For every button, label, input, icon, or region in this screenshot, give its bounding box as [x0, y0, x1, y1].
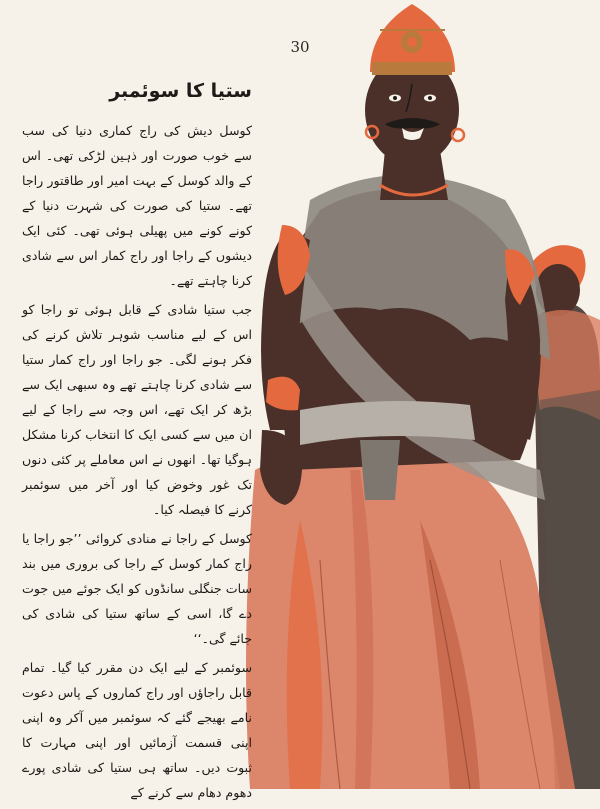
story-text	[22, 78, 252, 809]
paragraph: جب ستیا شادی کے قابل ہوئی تو راجا کو اس کے لیے مناسب شوہر تلاش کرنے کی فکر ہونے لگی۔ جو راجا اور راج کمار ستیا سے شادی کرنا چاہتے تھے وہ سبھی ایک سے بڑھ کر ایک تھے، اس وجہ سے راجا کے لیے ان میں سے کسی ایک کا انتخاب کرنا مشکل ہوگیا تھا۔ انھوں نے اس معاملے پر کئی دنوں تک غور وخوض کیا اور آخر میں سوئمبر کرنے کا فیصلہ کیا۔	[22, 302, 252, 517]
paragraph: کوسل کے راجا نے منادی کروائی ’’جو راجا یا راج کمار کوسل کے راجا کی بروری میں بند سات جنگلی سانڈوں کو ایک جوئے میں جوت دے گا، اسی کے ساتھ ستیا کی شادی کی جائے گی۔‘‘	[22, 531, 252, 646]
paragraph: سوئمبر کے لیے ایک دن مقرر کیا گیا۔ تمام قابل راجاؤں اور راج کماروں کے پاس دعوت نامے بھیجے گئے کہ سوئمبر میں آکر وہ اپنی اپنی قسمت آزمائیں اور اپنی مہارت کا ثبوت دیں۔ ساتھ ہی ستیا کی شادی پورے دھوم دھام سے کرنے کے	[22, 660, 252, 800]
paragraph: کوسل دیش کی راج کماری دنیا کی سب سے خوب صورت اور ذہین لڑکی تھی۔ اس کے والد کوسل کے بہت امیر اور طاقتور راجا تھے۔ ستیا کی صورت کی شہرت دنیا کے کونے کونے میں پھیلی ہوئی تھی۔ کئی ایک دیشوں کے راجا اور راج کمار اس سے شادی کرنا چاہتے تھے۔	[22, 123, 252, 288]
page-number: 30	[290, 38, 310, 56]
king-figure	[246, 4, 575, 789]
story-title: ستیا کا سوئمبر	[109, 80, 252, 102]
